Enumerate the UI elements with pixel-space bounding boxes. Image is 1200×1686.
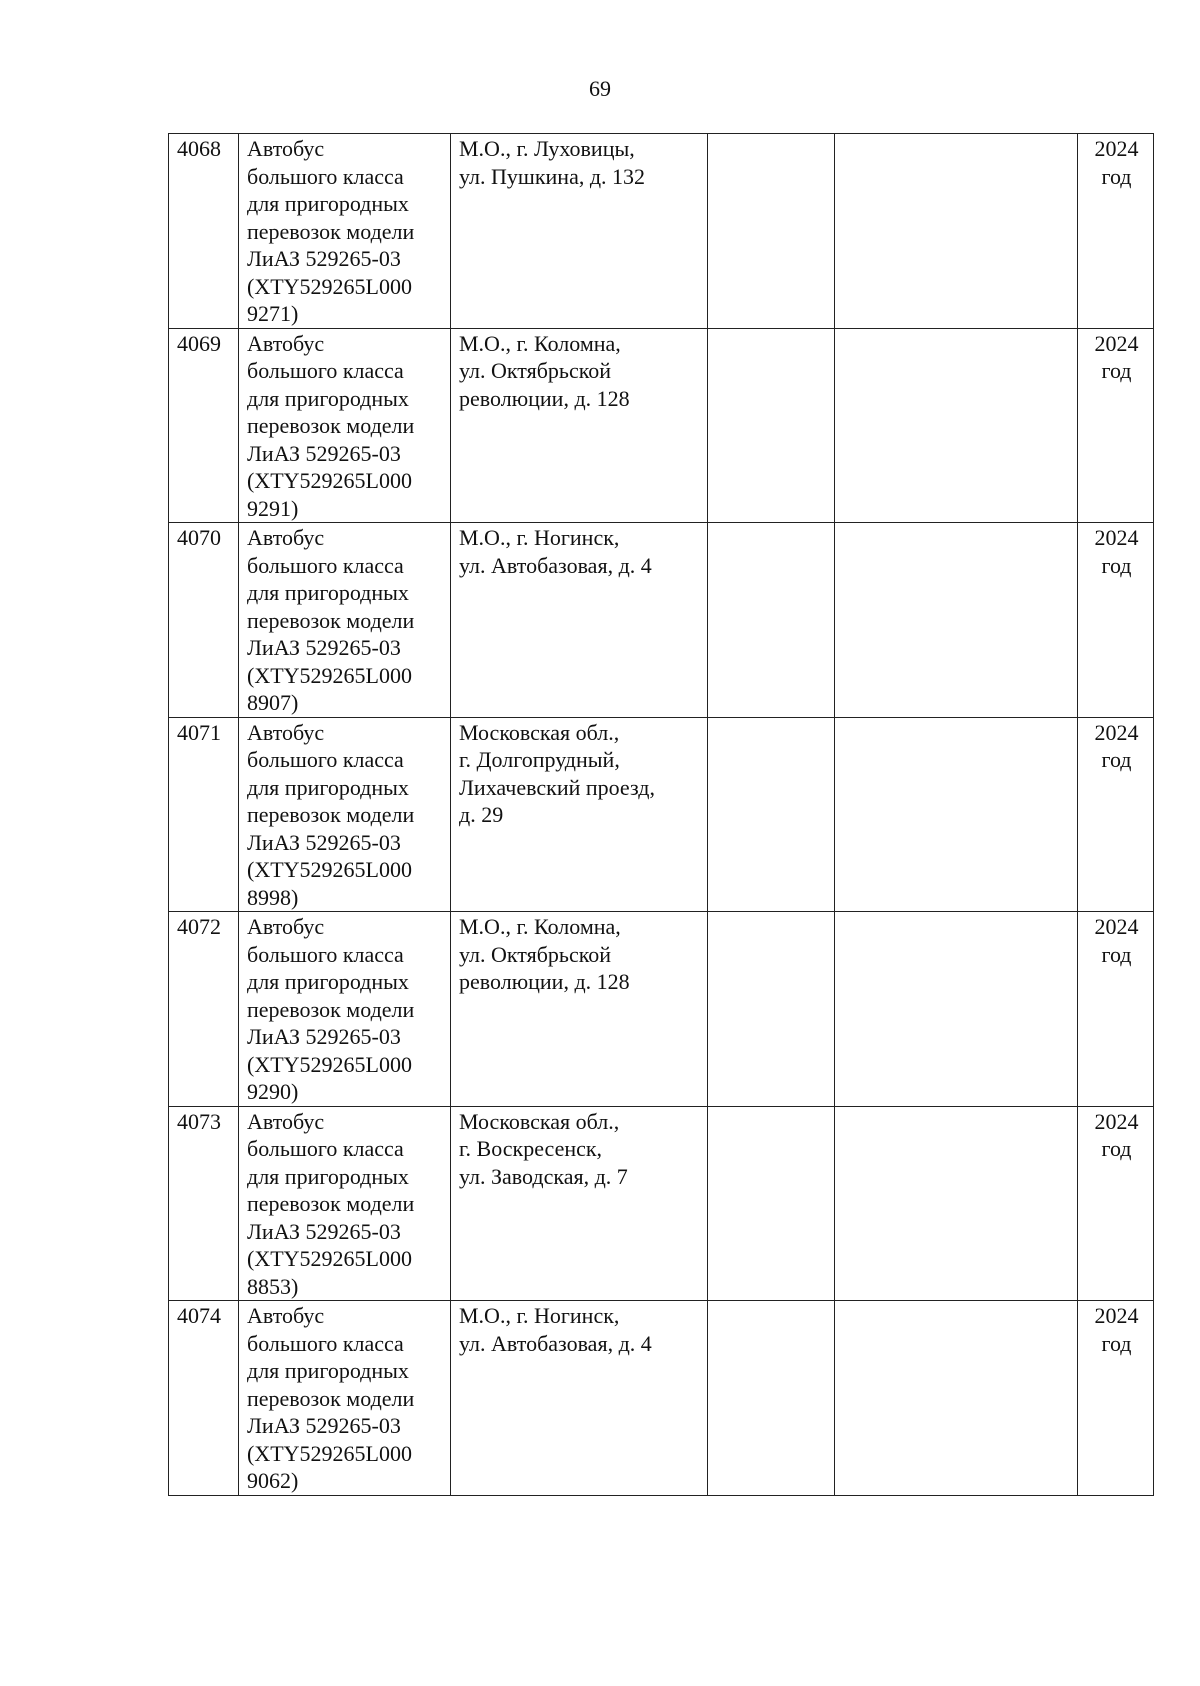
year-line: год <box>1101 358 1132 383</box>
year-line: 2024 <box>1094 719 1139 745</box>
table-row <box>169 717 1154 912</box>
name-line: (XTY529265L000 <box>247 857 412 882</box>
empty-cell-5 <box>835 523 1078 718</box>
address-cell <box>451 523 708 718</box>
address-line: революции, д. 128 <box>459 385 630 411</box>
address-line: М.О., г. Коломна, <box>459 914 621 939</box>
name-line: ЛиАЗ 529265-03 <box>247 246 401 271</box>
address-cell <box>451 134 708 329</box>
name-line: перевозок модели <box>247 802 415 827</box>
name-line: Автобус <box>247 1108 325 1134</box>
name-line: большого класса <box>247 1136 404 1161</box>
name-line: для пригородных <box>247 385 409 411</box>
name-line: 8907) <box>247 690 299 715</box>
year-line: год <box>1101 163 1132 189</box>
table-row <box>169 134 1154 329</box>
vehicle-name-cell <box>239 717 451 912</box>
address-cell <box>451 912 708 1107</box>
address-line: М.О., г. Ногинск, <box>459 1303 620 1328</box>
empty-cell-5 <box>835 1106 1078 1301</box>
empty-cell-4 <box>708 134 835 329</box>
name-line: ЛиАЗ 529265-03 <box>247 829 401 855</box>
name-line: для пригородных <box>247 191 409 216</box>
empty-cell-4 <box>708 912 835 1107</box>
vehicle-name-cell <box>239 134 451 329</box>
year-line: 2024 <box>1094 914 1139 939</box>
table-row <box>169 1301 1154 1496</box>
name-line: ЛиАЗ 529265-03 <box>247 1024 401 1049</box>
name-line: Автобус <box>247 525 325 550</box>
name-line: Автобус <box>247 914 325 939</box>
year-line: 2024 <box>1094 1108 1139 1134</box>
year-cell <box>1078 912 1154 1107</box>
name-line: Автобус <box>247 1303 325 1328</box>
name-line: перевозок модели <box>247 1385 415 1411</box>
row-number-cell: 4069 <box>169 328 239 523</box>
address-line: ул. Заводская, д. 7 <box>459 1163 628 1189</box>
name-line: большого класса <box>247 1330 404 1356</box>
address-line: ул. Автобазовая, д. 4 <box>459 552 652 578</box>
vehicle-name-cell <box>239 1301 451 1496</box>
empty-cell-5 <box>835 1301 1078 1496</box>
vehicle-name-cell <box>239 328 451 523</box>
address-line: ул. Октябрьской <box>459 358 612 383</box>
address-line: Московская обл., <box>459 719 620 745</box>
year-cell <box>1078 717 1154 912</box>
name-line: 9271) <box>247 301 299 326</box>
table-row <box>169 1106 1154 1301</box>
row-number-cell: 4068 <box>169 134 239 329</box>
year-line: год <box>1101 552 1132 578</box>
table-row <box>169 912 1154 1107</box>
name-line: Автобус <box>247 330 325 356</box>
name-line: большого класса <box>247 163 404 189</box>
year-line: 2024 <box>1094 1303 1139 1328</box>
name-line: ЛиАЗ 529265-03 <box>247 1218 401 1244</box>
row-number-cell: 4074 <box>169 1301 239 1496</box>
name-line: (XTY529265L000 <box>247 1246 412 1271</box>
address-cell <box>451 328 708 523</box>
year-cell <box>1078 328 1154 523</box>
address-line: ул. Пушкина, д. 132 <box>459 163 646 189</box>
year-cell <box>1078 1106 1154 1301</box>
vehicle-name-cell <box>239 1106 451 1301</box>
address-line: ул. Автобазовая, д. 4 <box>459 1330 652 1356</box>
address-line: ул. Октябрьской <box>459 941 612 967</box>
address-line: г. Долгопрудный, <box>459 747 620 772</box>
year-line: 2024 <box>1094 136 1139 161</box>
empty-cell-4 <box>708 717 835 912</box>
address-cell <box>451 1301 708 1496</box>
empty-cell-4 <box>708 328 835 523</box>
empty-cell-4 <box>708 523 835 718</box>
name-line: перевозок модели <box>247 996 415 1022</box>
vehicle-name-cell <box>239 912 451 1107</box>
address-line: Московская обл., <box>459 1108 620 1134</box>
address-line: М.О., г. Коломна, <box>459 330 621 356</box>
name-line: (XTY529265L000 <box>247 662 412 688</box>
empty-cell-4 <box>708 1106 835 1301</box>
row-number-cell: 4070 <box>169 523 239 718</box>
name-line: 9291) <box>247 495 299 521</box>
name-line: перевозок модели <box>247 1191 415 1216</box>
table-row <box>169 328 1154 523</box>
empty-cell-5 <box>835 328 1078 523</box>
name-line: ЛиАЗ 529265-03 <box>247 1413 401 1438</box>
name-line: 8998) <box>247 884 299 910</box>
name-line: (XTY529265L000 <box>247 468 412 493</box>
address-line: революции, д. 128 <box>459 969 630 994</box>
name-line: перевозок модели <box>247 607 415 633</box>
name-line: ЛиАЗ 529265-03 <box>247 440 401 466</box>
name-line: для пригородных <box>247 774 409 800</box>
address-cell <box>451 1106 708 1301</box>
year-cell <box>1078 1301 1154 1496</box>
empty-cell-5 <box>835 717 1078 912</box>
name-line: Автобус <box>247 719 325 745</box>
name-line: большого класса <box>247 941 404 967</box>
vehicle-name-cell <box>239 523 451 718</box>
name-line: 9290) <box>247 1079 299 1104</box>
year-line: год <box>1101 747 1132 772</box>
name-line: для пригородных <box>247 969 409 994</box>
name-line: большого класса <box>247 552 404 578</box>
registry-table-body <box>169 134 1154 1496</box>
name-line: для пригородных <box>247 580 409 605</box>
address-line: г. Воскресенск, <box>459 1136 603 1161</box>
address-line: М.О., г. Ногинск, <box>459 525 620 550</box>
row-number-cell: 4072 <box>169 912 239 1107</box>
page-number: 69 <box>589 76 611 101</box>
name-line: (XTY529265L000 <box>247 273 412 299</box>
name-line: ЛиАЗ 529265-03 <box>247 635 401 660</box>
name-line: перевозок модели <box>247 413 415 438</box>
year-line: год <box>1101 1136 1132 1161</box>
vehicle-registry-table <box>168 133 1154 1496</box>
name-line: (XTY529265L000 <box>247 1440 412 1466</box>
row-number-cell: 4073 <box>169 1106 239 1301</box>
year-line: 2024 <box>1094 330 1139 356</box>
address-line: д. 29 <box>459 802 504 827</box>
empty-cell-5 <box>835 912 1078 1107</box>
address-line: М.О., г. Луховицы, <box>459 136 635 161</box>
year-cell <box>1078 134 1154 329</box>
name-line: Автобус <box>247 136 325 161</box>
row-number-cell: 4071 <box>169 717 239 912</box>
name-line: перевозок модели <box>247 218 415 244</box>
empty-cell-4 <box>708 1301 835 1496</box>
empty-cell-5 <box>835 134 1078 329</box>
name-line: для пригородных <box>247 1163 409 1189</box>
name-line: большого класса <box>247 747 404 772</box>
table-row <box>169 523 1154 718</box>
year-line: 2024 <box>1094 525 1139 550</box>
name-line: 9062) <box>247 1468 299 1493</box>
address-line: Лихачевский проезд, <box>459 774 655 800</box>
year-cell <box>1078 523 1154 718</box>
name-line: 8853) <box>247 1273 299 1299</box>
address-cell <box>451 717 708 912</box>
year-line: год <box>1101 941 1132 967</box>
name-line: для пригородных <box>247 1358 409 1383</box>
name-line: большого класса <box>247 358 404 383</box>
year-line: год <box>1101 1330 1132 1356</box>
name-line: (XTY529265L000 <box>247 1051 412 1077</box>
